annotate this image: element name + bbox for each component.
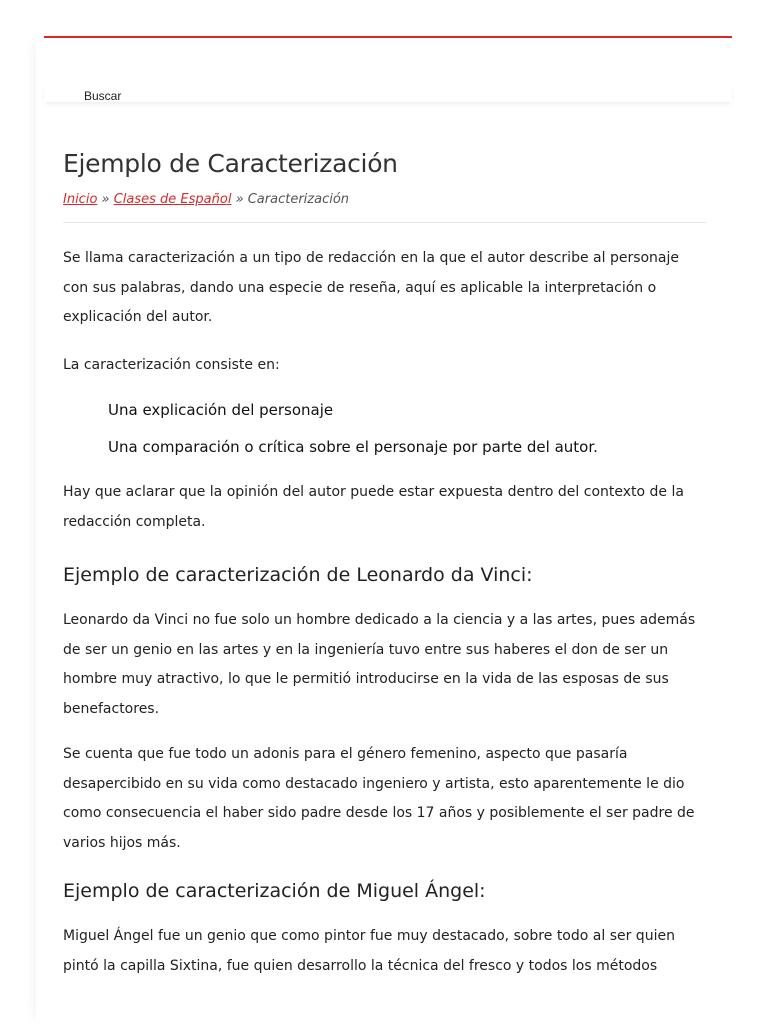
breadcrumb-current: Caracterización — [247, 192, 350, 207]
list-intro-paragraph: La caracterización consiste en: — [63, 356, 280, 373]
breadcrumb-separator: » — [97, 192, 114, 207]
search-bar — [44, 80, 732, 102]
breadcrumb-category-link[interactable]: Clases de Español — [113, 192, 232, 207]
breadcrumb — [63, 191, 706, 223]
top-accent-rule — [44, 36, 732, 38]
breadcrumb-home-link[interactable]: Inicio — [63, 192, 98, 207]
article — [63, 146, 706, 981]
section-heading-leonardo: Ejemplo de caracterización de Leonardo da Vinci: — [63, 564, 533, 586]
characterization-list — [63, 392, 706, 466]
intro-paragraph: Se llama caracterización a un tipo de redacción en la que el autor describe al personaje con sus palabras, dando una especie de reseña, aquí es aplicable la interpretación o explicación del autor. — [63, 250, 680, 325]
breadcrumb-separator: » — [231, 192, 248, 207]
miguel-angel-paragraph-1: Miguel Ángel fue un genio que como pintor fue muy destacado, sobre todo al ser quien pintó la capilla Sixtina, fue quien desarrollo la técnica del fresco y todos los métodos — [63, 928, 675, 974]
leonardo-paragraph-1: Leonardo da Vinci no fue solo un hombre dedicado a la ciencia y a las artes, pues además de ser un genio en las artes y en la ingeniería tuvo entre sus haberes el don de ser un hombre muy atractivo, lo que le permitió introducirse en la vida de las esposas de sus benefactores. — [63, 612, 696, 717]
list-item: Una comparación o crítica sobre el personaje por parte del autor. — [108, 438, 598, 456]
page-title: Ejemplo de Caracterización — [63, 149, 398, 178]
leonardo-paragraph-2: Se cuenta que fue todo un adonis para el género femenino, aspecto que pasaría desapercibido en su vida como destacado ingeniero y artista, esto aparentemente le dio como consecuencia el haber sido padre desde los 17 años y posiblemente el ser padre de varios hijos más. — [63, 746, 695, 851]
search-link[interactable]: Buscar — [84, 89, 122, 103]
list-item: Una explicación del personaje — [108, 401, 334, 419]
section-heading-miguel-angel: Ejemplo de caracterización de Miguel Ángel: — [63, 880, 486, 902]
note-paragraph: Hay que aclarar que la opinión del autor puede estar expuesta dentro del contexto de la redacción completa. — [63, 484, 684, 530]
